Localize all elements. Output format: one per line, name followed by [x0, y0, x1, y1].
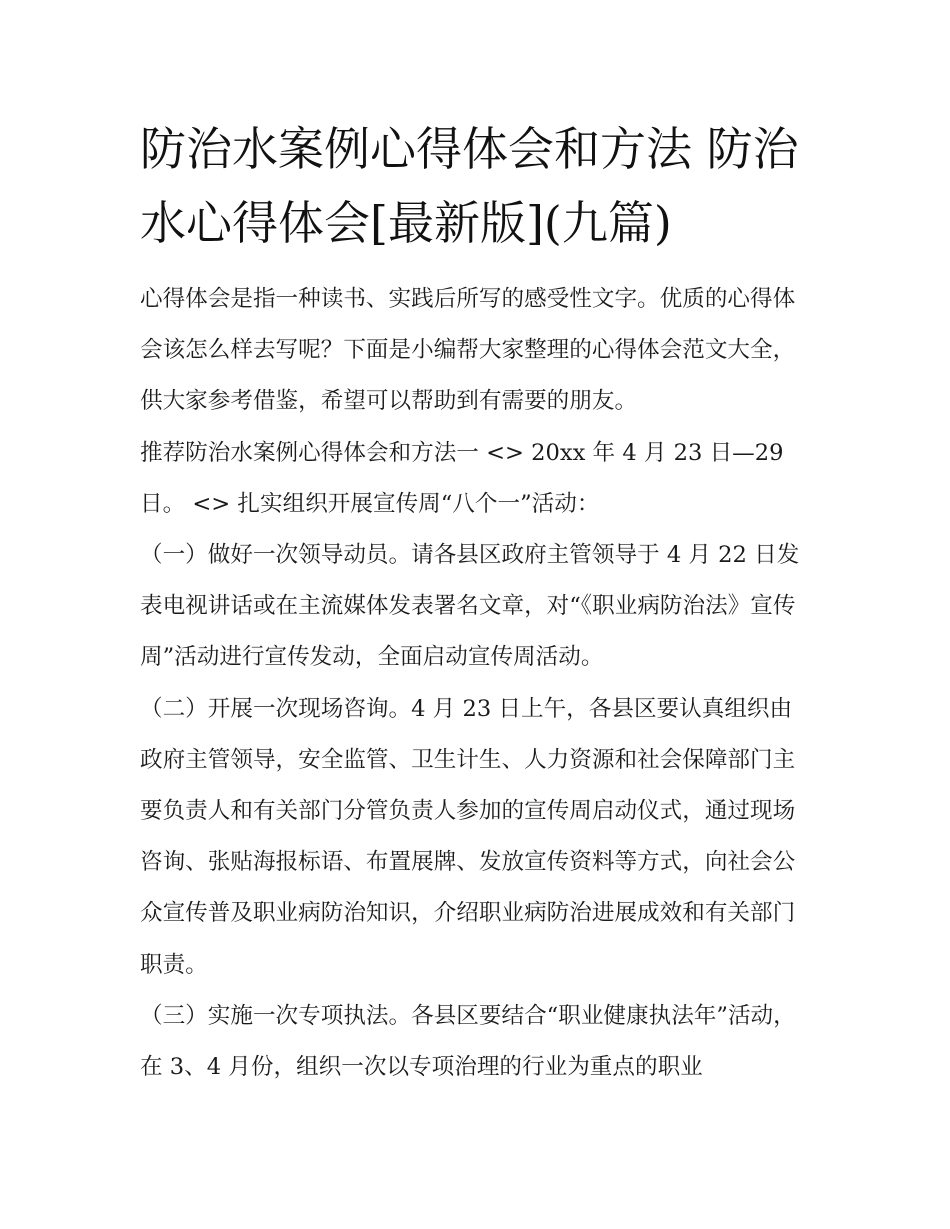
- document-title: 防治水案例心得体会和方法 防治水心得体会[最新版](九篇): [140, 122, 799, 250]
- section-three-paragraph: （三）实施一次专项执法。各县区要结合“职业健康执法年”活动，在 3、4 月份，组织一次以专项治理的行业为重点的职业: [140, 1002, 796, 1081]
- intro-paragraph: 心得体会是指一种读书、实践后所写的感受性文字。优质的心得体会该怎么样去写呢？下面是小编帮大家整理的心得体会范文大全，供大家参考借鉴，希望可以帮助到有需要的朋友。: [140, 286, 796, 415]
- section-one-paragraph: （一）做好一次领导动员。请各县区政府主管领导于 4 月 22 日发表电视讲话或在主流媒体发表署名文章，对“《职业病防治法》宣传周”活动进行宣传发动，全面启动宣传周活动。: [140, 542, 800, 671]
- recommendation-paragraph: 推荐防治水案例心得体会和方法一 <> 20xx 年 4 月 23 日—29 日。 <> 扎实组织开展宣传周“八个一”活动：: [140, 439, 784, 517]
- document-body: [140, 274, 812, 1093]
- section-two-paragraph: （二）开展一次现场咨询。4 月 23 日上午，各县区要认真组织由政府主管领导，安全监管、卫生计生、人力资源和社会保障部门主要负责人和有关部门分管负责人参加的宣传周启动仪式，通过现场咨询、张贴海报标语、布置展牌、发放宣传资料等方式，向社会公众宣传普及职业病防治知识，介绍职业病防治进展成效和有关部门职责。: [140, 695, 796, 978]
